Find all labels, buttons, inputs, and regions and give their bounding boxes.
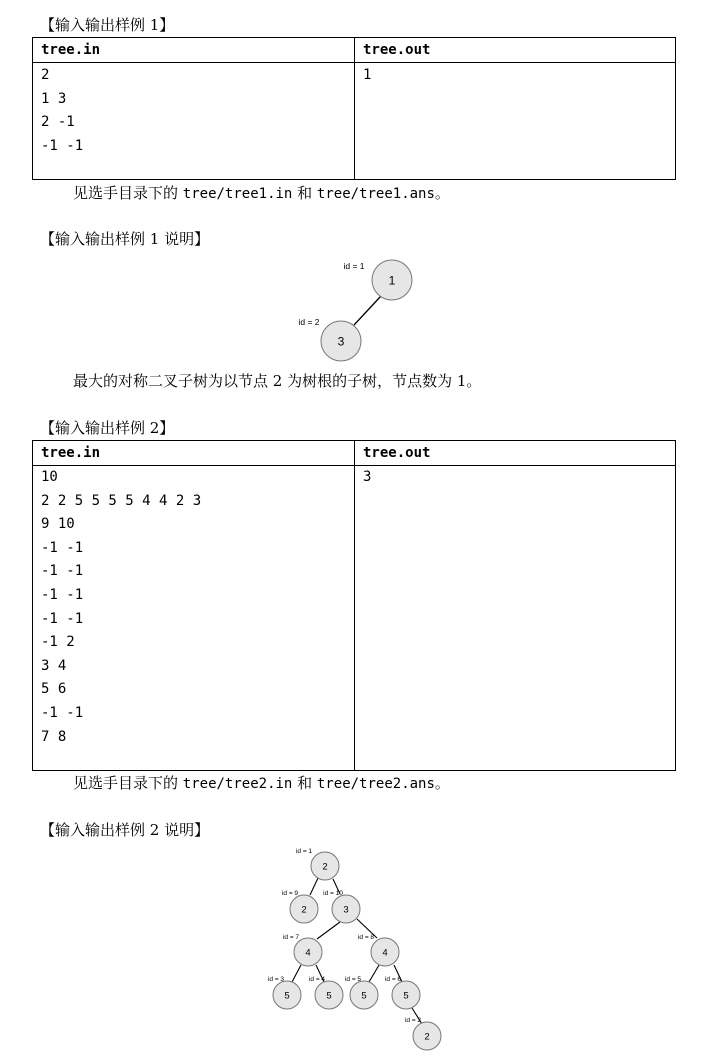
note-file2: tree/tree1.ans — [316, 186, 435, 202]
tree2-node-value: 4 — [305, 947, 311, 959]
edge-10-7 — [317, 922, 340, 939]
code-line: 2 — [41, 67, 50, 83]
tree2-node-value: 5 — [361, 990, 367, 1002]
tree2-node-id: id = 10 — [323, 890, 343, 897]
note-prefix: 见选手目录下的 — [73, 774, 183, 792]
note-file1: tree/tree1.in — [182, 186, 293, 202]
tree1-node-1 — [343, 260, 412, 300]
example2-out-cell — [355, 466, 676, 771]
tree2-node-value: 3 — [343, 904, 349, 916]
tree1-node-2 — [298, 317, 361, 361]
tree2-node — [309, 976, 343, 1009]
code-line: -1 -1 — [41, 586, 84, 603]
tree1-edge — [354, 296, 381, 325]
code-line: 2 -1 — [41, 114, 75, 131]
tree2-node — [282, 890, 318, 923]
tree2-node-value: 5 — [326, 990, 332, 1002]
tree2-nodes — [268, 848, 441, 1050]
tree2-node-id: id = 6 — [384, 976, 402, 983]
example1-in-header: tree.in — [33, 38, 355, 63]
code-line: 9 10 — [41, 516, 75, 533]
note-mid: 和 — [292, 184, 317, 202]
tree2-node — [345, 976, 378, 1009]
tree2-node — [323, 890, 360, 923]
example2-out-header: tree.out — [355, 441, 676, 466]
example2-out-lines — [363, 466, 675, 490]
example2-in-cell — [33, 466, 355, 771]
tree2-node-id: id = 9 — [281, 890, 299, 897]
code-line: 1 — [363, 67, 372, 83]
edge-1-9 — [310, 878, 318, 895]
tree2-node — [385, 976, 420, 1009]
explain1-text: 最大的对称二叉子树为以节点 2 为树根的子树，节点数为 1。 — [73, 372, 482, 390]
note-file1: tree/tree2.in — [182, 776, 293, 792]
code-line: 5 6 — [41, 681, 67, 698]
example1-heading: 【输入输出样例 1】 — [40, 16, 175, 34]
code-line: -1 -1 — [41, 704, 84, 721]
tree2-node-id: id = 5 — [344, 976, 362, 983]
code-line: -1 -1 — [41, 539, 84, 556]
code-line: 7 8 — [41, 728, 67, 745]
code-line: 2 2 5 5 5 5 4 4 2 3 — [41, 492, 202, 509]
example2-note — [73, 773, 450, 794]
tree1-node-2-id: id = 2 — [298, 317, 320, 327]
code-line: -1 -1 — [41, 137, 84, 154]
note-suffix: 。 — [434, 184, 450, 202]
code-line: 3 4 — [41, 657, 67, 674]
code-line: 3 — [363, 469, 372, 485]
explain2-heading: 【输入输出样例 2 说明】 — [40, 821, 210, 839]
tree2-node-id: id = 1 — [295, 848, 313, 855]
note-suffix: 。 — [434, 774, 450, 792]
note-file2: tree/tree2.ans — [316, 776, 435, 792]
tree2-node — [358, 934, 399, 966]
example1-out-header: tree.out — [355, 38, 676, 63]
tree2-node-value: 2 — [322, 861, 328, 873]
example2-table — [32, 440, 676, 771]
tree2 — [268, 848, 441, 1050]
tree1-node-1-value: 1 — [388, 273, 396, 288]
tree1 — [298, 260, 412, 361]
example2-in-lines — [41, 466, 354, 749]
tree1-node-2-value: 3 — [337, 334, 345, 349]
tree2-node — [268, 976, 301, 1009]
code-line: -1 2 — [41, 634, 75, 651]
tree2-node — [283, 934, 322, 966]
tree2-node-id: id = 8 — [357, 934, 375, 941]
tree2-node-value: 2 — [424, 1031, 430, 1043]
edge-7-3 — [292, 965, 301, 982]
tree2-node-id: id = 3 — [267, 976, 285, 983]
tree2-node — [405, 1017, 441, 1050]
tree1-node-1-id: id = 1 — [343, 261, 365, 271]
code-line: -1 -1 — [41, 563, 84, 580]
explain1-heading: 【输入输出样例 1 说明】 — [40, 230, 210, 248]
code-line: -1 -1 — [41, 610, 84, 627]
tree2-node-id: id = 4 — [308, 976, 326, 983]
example2-in-header: tree.in — [33, 441, 355, 466]
tree2-node — [296, 848, 339, 880]
tree2-node-value: 5 — [284, 990, 290, 1002]
tree2-node-id: id = 2 — [404, 1017, 422, 1024]
code-line: 10 — [41, 469, 58, 485]
note-prefix: 见选手目录下的 — [73, 184, 183, 202]
edge-8-5 — [369, 965, 379, 982]
example2-heading: 【输入输出样例 2】 — [40, 419, 175, 437]
tree2-node-value: 2 — [301, 904, 307, 916]
note-mid: 和 — [292, 774, 317, 792]
tree2-node-id: id = 7 — [282, 934, 300, 941]
tree2-node-value: 4 — [382, 947, 388, 959]
tree2-node-value: 5 — [403, 990, 409, 1002]
code-line: 1 3 — [41, 90, 67, 107]
